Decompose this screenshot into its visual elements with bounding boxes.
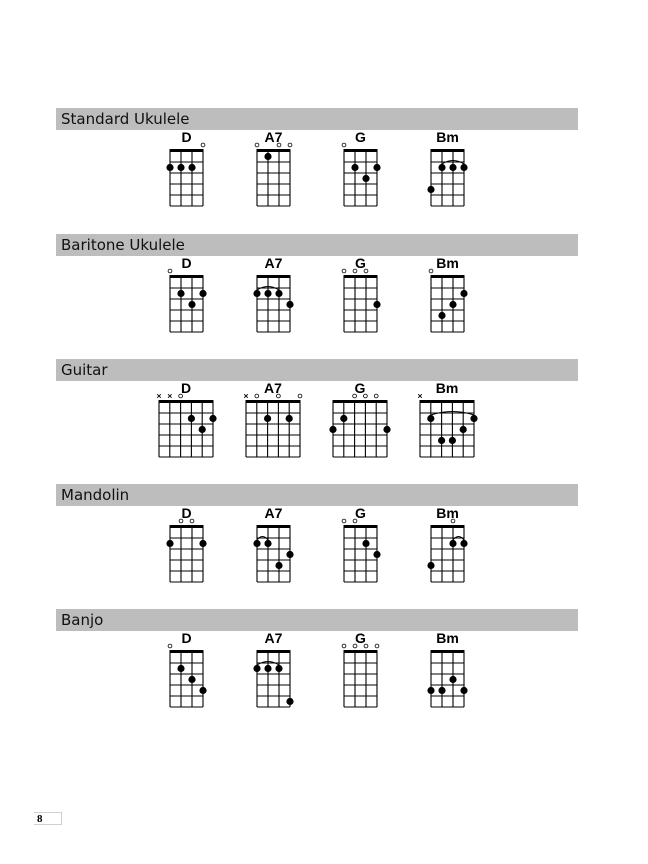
- fretboard: [158, 508, 215, 590]
- finger-dot: [275, 290, 282, 297]
- section-header: [56, 234, 578, 256]
- finger-dot: [373, 164, 380, 171]
- chord-name: D: [180, 380, 192, 396]
- finger-dot: [460, 540, 467, 547]
- finger-dot: [438, 312, 445, 319]
- nut: [431, 525, 465, 528]
- finger-dot: [253, 290, 260, 297]
- nut: [431, 275, 465, 278]
- chord-diagram-d: [158, 505, 215, 590]
- finger-dot: [362, 175, 369, 182]
- nut: [431, 149, 465, 152]
- open-string-icon: [190, 519, 194, 523]
- finger-dot: [449, 301, 456, 308]
- nut: [344, 650, 378, 653]
- chord-name: G: [355, 505, 366, 521]
- finger-dot: [470, 415, 477, 422]
- fretboard: [419, 258, 476, 340]
- open-string-icon: [364, 394, 368, 398]
- open-string-icon: [342, 644, 346, 648]
- section-header: [56, 609, 578, 631]
- nut: [246, 400, 301, 403]
- finger-dot: [460, 687, 467, 694]
- chord-name: D: [181, 505, 192, 521]
- fretboard: [332, 258, 389, 340]
- open-string-icon: [353, 519, 357, 523]
- finger-dot: [286, 415, 293, 422]
- finger-dot: [188, 301, 195, 308]
- finger-dot: [286, 551, 293, 558]
- finger-dot: [264, 290, 271, 297]
- chord-name: G: [354, 380, 366, 396]
- section-header: [56, 108, 578, 130]
- nut: [170, 149, 204, 152]
- fretboard: [158, 633, 215, 715]
- nut: [333, 400, 388, 403]
- nut: [170, 650, 204, 653]
- open-string-icon: [179, 394, 183, 398]
- finger-dot: [449, 164, 456, 171]
- finger-dot: [373, 301, 380, 308]
- finger-dot: [177, 665, 184, 672]
- fretboard: [321, 383, 399, 465]
- nut: [420, 400, 475, 403]
- section-title: Baritone Ukulele: [61, 236, 185, 254]
- open-string-icon: [451, 519, 455, 523]
- section-title: Guitar: [61, 361, 108, 379]
- chord-name: A7: [264, 129, 283, 145]
- chord-name: D: [181, 255, 192, 271]
- open-string-icon: [342, 269, 346, 273]
- fretboard: [245, 508, 302, 590]
- finger-dot: [340, 415, 347, 422]
- nut: [344, 525, 378, 528]
- open-string-icon: [375, 644, 379, 648]
- finger-dot: [275, 562, 282, 569]
- finger-dot: [383, 426, 390, 433]
- chord-diagram-a7: [245, 630, 302, 715]
- nut: [344, 275, 378, 278]
- page-number: 8: [34, 812, 62, 825]
- open-string-icon: [277, 143, 281, 147]
- finger-dot: [362, 540, 369, 547]
- chord-diagram-g: [321, 380, 399, 465]
- section-title: Standard Ukulele: [61, 110, 190, 128]
- fretboard: [419, 508, 476, 590]
- chord-diagram-a7: [245, 505, 302, 590]
- chord-diagram-g: [332, 129, 389, 214]
- finger-dot: [253, 540, 260, 547]
- finger-dot: [264, 415, 271, 422]
- finger-dot: [449, 437, 456, 444]
- finger-dot: [427, 687, 434, 694]
- nut: [170, 525, 204, 528]
- finger-dot: [166, 164, 173, 171]
- open-string-icon: [364, 269, 368, 273]
- finger-dot: [427, 562, 434, 569]
- chord-diagram-bm: [419, 129, 476, 214]
- finger-dot: [438, 687, 445, 694]
- finger-dot: [253, 665, 260, 672]
- chord-name: Bm: [436, 129, 459, 145]
- open-string-icon: [342, 519, 346, 523]
- chord-diagram-d: [158, 255, 215, 340]
- section-title: Mandolin: [61, 486, 130, 504]
- open-string-icon: [288, 143, 292, 147]
- chord-name: D: [181, 630, 192, 646]
- open-string-icon: [298, 394, 302, 398]
- open-string-icon: [255, 394, 259, 398]
- chord-name: A7: [264, 630, 283, 646]
- finger-dot: [188, 415, 195, 422]
- fretboard: [332, 633, 389, 715]
- finger-dot: [460, 426, 467, 433]
- open-string-icon: [353, 644, 357, 648]
- finger-dot: [199, 687, 206, 694]
- finger-dot: [449, 676, 456, 683]
- fretboard: [245, 633, 302, 715]
- muted-string-icon: [157, 394, 161, 398]
- fretboard: [158, 132, 215, 214]
- fretboard: [147, 383, 225, 465]
- finger-dot: [286, 301, 293, 308]
- finger-dot: [438, 164, 445, 171]
- finger-dot: [427, 186, 434, 193]
- chord-name: G: [355, 129, 366, 145]
- fretboard: [332, 508, 389, 590]
- finger-dot: [188, 164, 195, 171]
- finger-dot: [264, 153, 271, 160]
- open-string-icon: [342, 143, 346, 147]
- finger-dot: [199, 426, 206, 433]
- fretboard: [245, 258, 302, 340]
- finger-dot: [351, 164, 358, 171]
- chord-diagram-g: [332, 630, 389, 715]
- open-string-icon: [255, 143, 259, 147]
- finger-dot: [449, 540, 456, 547]
- nut: [344, 149, 378, 152]
- finger-dot: [199, 540, 206, 547]
- fretboard: [419, 132, 476, 214]
- chord-name: A7: [264, 380, 282, 396]
- chord-name: A7: [264, 255, 283, 271]
- nut: [257, 275, 291, 278]
- open-string-icon: [374, 394, 378, 398]
- finger-dot: [209, 415, 216, 422]
- nut: [257, 149, 291, 152]
- finger-dot: [460, 290, 467, 297]
- finger-dot: [199, 290, 206, 297]
- chord-diagram-bm: [419, 255, 476, 340]
- chord-name: D: [181, 129, 192, 145]
- fretboard: [234, 383, 312, 465]
- finger-dot: [329, 426, 336, 433]
- chord-name: Bm: [436, 255, 459, 271]
- chord-diagram-d: [158, 129, 215, 214]
- open-string-icon: [168, 644, 172, 648]
- finger-dot: [460, 164, 467, 171]
- chord-diagram-bm: [419, 630, 476, 715]
- section-header: [56, 359, 578, 381]
- open-string-icon: [353, 269, 357, 273]
- muted-string-icon: [418, 394, 422, 398]
- open-string-icon: [179, 519, 183, 523]
- open-string-icon: [429, 269, 433, 273]
- section-title: Banjo: [61, 611, 104, 629]
- finger-dot: [188, 676, 195, 683]
- fretboard: [419, 633, 476, 715]
- finger-dot: [373, 551, 380, 558]
- chord-name: Bm: [436, 505, 459, 521]
- chord-name: Bm: [436, 630, 459, 646]
- finger-dot: [177, 290, 184, 297]
- open-string-icon: [201, 143, 205, 147]
- chord-name: A7: [264, 505, 283, 521]
- finger-dot: [166, 540, 173, 547]
- finger-dot: [264, 540, 271, 547]
- chord-diagram-a7: [245, 129, 302, 214]
- nut: [257, 650, 291, 653]
- finger-dot: [264, 665, 271, 672]
- chord-diagram-bm: [419, 505, 476, 590]
- open-string-icon: [364, 644, 368, 648]
- chord-diagram-d: [158, 630, 215, 715]
- fretboard: [245, 132, 302, 214]
- finger-dot: [275, 665, 282, 672]
- chord-name: Bm: [435, 380, 459, 396]
- chord-diagram-g: [332, 505, 389, 590]
- chord-diagram-a7: [234, 380, 312, 465]
- chord-diagram-bm: [408, 380, 486, 465]
- open-string-icon: [168, 269, 172, 273]
- fretboard: [158, 258, 215, 340]
- chord-diagram-g: [332, 255, 389, 340]
- fretboard: [408, 383, 486, 465]
- muted-string-icon: [244, 394, 248, 398]
- chord-diagram-d: [147, 380, 225, 465]
- finger-dot: [427, 415, 434, 422]
- muted-string-icon: [168, 394, 172, 398]
- nut: [159, 400, 214, 403]
- open-string-icon: [353, 394, 357, 398]
- nut: [431, 650, 465, 653]
- finger-dot: [438, 437, 445, 444]
- fretboard: [332, 132, 389, 214]
- nut: [257, 525, 291, 528]
- nut: [170, 275, 204, 278]
- open-string-icon: [277, 394, 281, 398]
- chord-name: G: [355, 630, 366, 646]
- chord-name: G: [355, 255, 366, 271]
- section-header: [56, 484, 578, 506]
- finger-dot: [286, 698, 293, 705]
- chord-diagram-a7: [245, 255, 302, 340]
- finger-dot: [177, 164, 184, 171]
